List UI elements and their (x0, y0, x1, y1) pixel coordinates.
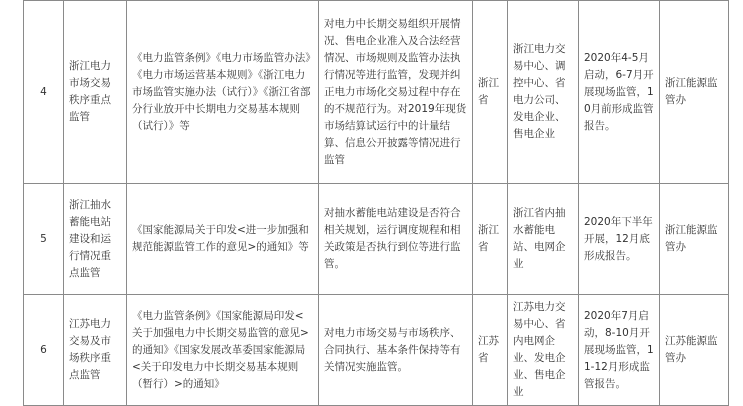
content-cell: 对电力中长期交易组织开展情况、售电企业准入及合法经营情况、市场规则及监管办法执行情况等进行监管，发现并纠正电力市场化交易过程中存在的不规范行为。对2019年现货市场结算试运行中的计量结算、信息公开披露等情况进行监管 (319, 1, 473, 184)
region-cell: 江苏省 (473, 295, 508, 406)
row-index-cell: 6 (24, 295, 64, 406)
organization-cell: 江苏能源监管办 (660, 295, 729, 406)
targets-cell: 浙江电力交易中心、调控中心、省电力公司、发电企业、售电企业 (508, 1, 579, 184)
row-index-cell: 5 (24, 184, 64, 295)
organization-cell: 浙江能源监管办 (660, 1, 729, 184)
supervision-item-cell: 江苏电力交易及市场秩序重点监管 (64, 295, 127, 406)
targets-cell: 浙江省内抽水蓄能电站、电网企业 (508, 184, 579, 295)
basis-cell: 《国家能源局关于印发<进一步加强和规范能源监管工作的意见>的通知》等 (127, 184, 319, 295)
content-cell: 对抽水蓄能电站建设是否符合相关规划，运行调度规程和相关政策是否执行到位等进行监管。 (319, 184, 473, 295)
schedule-cell: 2020年7月启动，8-10月开展现场监管，11-12月形成监管报告。 (579, 295, 660, 406)
supervision-plan-table (23, 0, 729, 406)
schedule-cell: 2020年4-5月启动，6-7月开展现场监管，10月前形成监管报告。 (579, 1, 660, 184)
row-index-cell: 4 (24, 1, 64, 184)
targets-cell: 江苏电力交易中心、省内电网企业、发电企业、售电企业 (508, 295, 579, 406)
table-row (24, 1, 729, 184)
table-row (24, 184, 729, 295)
organization-cell: 浙江能源监管办 (660, 184, 729, 295)
supervision-item-cell: 浙江电力市场交易秩序重点监管 (64, 1, 127, 184)
region-cell: 浙江省 (473, 184, 508, 295)
basis-cell: 《电力监管条例》《国家能源局印发<关于加强电力中长期交易监管的意见>的通知》《国家发展改革委国家能源局<关于印发电力中长期交易基本规则（暂行）>的通知》 (127, 295, 319, 406)
region-cell: 浙江省 (473, 1, 508, 184)
schedule-cell: 2020年下半年开展，12月底形成报告。 (579, 184, 660, 295)
supervision-item-cell: 浙江抽水蓄能电站建设和运行情况重点监管 (64, 184, 127, 295)
basis-cell: 《电力监管条例》《电力市场监管办法》《电力市场运营基本规则》《浙江电力市场监管实施办法（试行）》《浙江省部分行业放开中长期电力交易基本规则（试行）》等 (127, 1, 319, 184)
table-row (24, 295, 729, 406)
content-cell: 对电力市场交易与市场秩序、合同执行、基本条件保持等有关情况实施监管。 (319, 295, 473, 406)
